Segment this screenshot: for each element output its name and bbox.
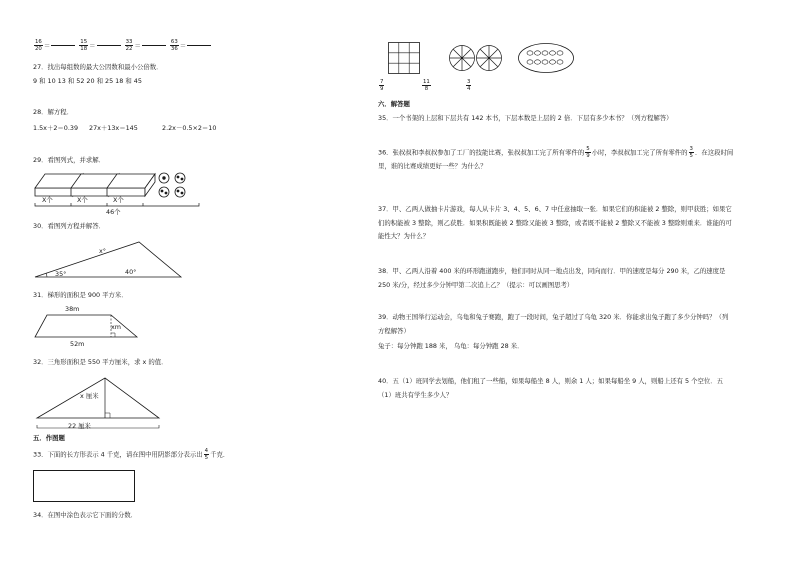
q40-question: 40．五（1）班同学去划船，他们租了一些船，如果每船坐 8 人，则余 1 人；如果每船坐 9 人，则船上还有 5 个空位．五（1）班共有学生多少人？ [378, 377, 724, 399]
q29-box-label-1: X个 [42, 196, 53, 204]
q36-text-c: ．在这段时间里，谁的比赛成绩更好一些？为什么？ [378, 148, 734, 170]
q36-question [378, 146, 734, 173]
q32-base-label: 22 厘米 [68, 422, 91, 430]
q31-trapezoid [33, 313, 143, 339]
q39-speed-info: 兔子：每分钟跑 188 米， 乌龟：每分钟跑 28 米． [378, 342, 524, 350]
denominator: 20 [35, 46, 42, 52]
q34-prompt: 34．在图中涂色表示它下面的分数． [33, 511, 137, 519]
q36-text-a: 36．张叔叔和李叔叔参加了工厂的技能比赛，张叔叔加工完了所有零件的 [378, 148, 585, 157]
denominator: 4 [467, 86, 471, 92]
q33-text-a: 33．下面的长方形表示 4 千克，请在图中用阴影部分表示出 [33, 450, 203, 459]
answer-blank[interactable] [187, 45, 211, 46]
q33-prompt [33, 448, 229, 461]
q26-fraction-4 [170, 39, 179, 52]
q29-prompt: 29．看图列式，并求解． [33, 156, 106, 164]
numerator: 16 [35, 39, 42, 45]
q32-triangle [33, 370, 163, 432]
answer-blank[interactable] [51, 45, 75, 46]
q31-prompt: 31．梯形的面积是 900 平方米． [33, 291, 128, 299]
equals-sign: ＝ [43, 41, 51, 50]
denominator: 36 [170, 46, 178, 52]
equals-sign: ＝ [89, 41, 96, 50]
denominator: 22 [125, 46, 133, 52]
q27-prompt: 27．找出每组数的最大公因数和最小公倍数． [33, 63, 163, 71]
q37-question: 37．甲、乙两人做抽卡片游戏，每人从卡片 3、4、5、6、7 中任意抽取一张．如果它们的积能被 2 整除，则甲获胜；如果它们的积能被 3 整除，则乙获胜．如果积既能被 2 整除又能被 3 整除，或者既不能被 2 整除又不能被 3 整除则重来．谁能的可能性大？为什么？ [378, 205, 732, 240]
q39-question: 39．动物王国举行运动会，乌龟和兔子赛跑，跑了一段时间，兔子超过了乌龟 320 米．你能求出兔子跑了多少分钟吗？（列方程解答） [378, 313, 729, 335]
q34-frac-c [466, 79, 471, 92]
q29-total-label: 46个 [106, 208, 121, 216]
q30-prompt: 30．看图列方程并解答． [33, 222, 106, 230]
numerator: 15 [80, 39, 88, 45]
q34-fraction-1 [378, 79, 385, 92]
q34-fraction-3 [465, 79, 472, 92]
q36-fraction-2 [689, 146, 694, 159]
q33-text-b: 千克． [210, 450, 230, 459]
q26-fraction-3 [125, 39, 134, 52]
q36-fraction-1 [585, 146, 590, 159]
q26-fraction-1 [34, 39, 43, 52]
q28-equation-3: 2.2x－0.5×2＝10 [162, 124, 217, 132]
numerator: 11 [423, 79, 430, 85]
q34-oval-figure[interactable] [518, 43, 574, 73]
q30-angle-x: x° [99, 247, 106, 255]
numerator: 4 [204, 448, 209, 454]
q38-question: 38．甲、乙两人沿着 400 米的环形跑道跑步，他们同时从同一地点出发，同向而行．甲的速度是每分 290 米，乙的速度是 250 米/分，经过多少分钟甲第二次追上乙？（提示：可以画图思考） [378, 267, 726, 289]
q26-fraction-2 [79, 39, 88, 52]
answer-blank[interactable] [142, 45, 166, 46]
denominator: 18 [80, 46, 88, 52]
q29-box-label-3: X个 [113, 196, 124, 204]
q31-top-length: 38m [65, 305, 80, 313]
numerator: 3 [689, 146, 693, 152]
denominator: 5 [689, 153, 693, 159]
q30-angle-a: 35° [55, 270, 67, 278]
numerator: 63 [170, 39, 178, 45]
q34-circles-figure[interactable] [449, 44, 503, 72]
q32-height-label: x 厘米 [80, 392, 99, 400]
q33-fraction [204, 448, 209, 461]
q30-angle-b: 40° [125, 268, 137, 276]
q34-frac-a [379, 79, 384, 92]
denominator: 9 [586, 153, 590, 159]
numerator: 5 [586, 146, 590, 152]
q29-box-label-2: X个 [77, 196, 88, 204]
q26-fraction-row [33, 39, 212, 52]
q27-number-pairs: 9 和 10 13 和 52 20 和 25 18 和 45 [33, 77, 142, 85]
q34-frac-b [422, 79, 431, 92]
denominator: 9 [380, 86, 384, 92]
equals-sign: ＝ [134, 41, 141, 50]
numerator: 7 [380, 79, 384, 85]
q31-height-label: xm [111, 323, 122, 331]
q28-equation-2: 27x＋13x＝145 [89, 124, 138, 132]
q31-bottom-length: 52m [70, 340, 85, 348]
numerator: 33 [125, 39, 133, 45]
denominator: 8 [424, 86, 429, 92]
section-6-heading: 六．解答题 [378, 100, 410, 108]
equals-sign: ＝ [179, 41, 187, 50]
q32-prompt: 32．三角形面积是 550 平方厘米，求 x 的值． [33, 358, 168, 366]
q35-question: 35．一个书架的上层和下层共有 142 本书，下层本数是上层的 2 倍．下层有多少本书？（列方程解答） [378, 114, 673, 122]
q34-grid-figure[interactable] [388, 42, 420, 74]
q33-rectangle[interactable] [33, 470, 135, 502]
q28-equation-1: 1.5x＋2＝0.39 [33, 124, 79, 132]
q34-fraction-2 [421, 79, 432, 92]
denominator: 5 [204, 455, 209, 461]
answer-blank[interactable] [97, 45, 121, 46]
section-5-heading: 五．作图题 [33, 434, 65, 442]
numerator: 3 [467, 79, 471, 85]
q36-text-b: 小时，李叔叔加工完了所有零件的 [591, 148, 688, 157]
q28-prompt: 28．解方程． [33, 108, 74, 116]
